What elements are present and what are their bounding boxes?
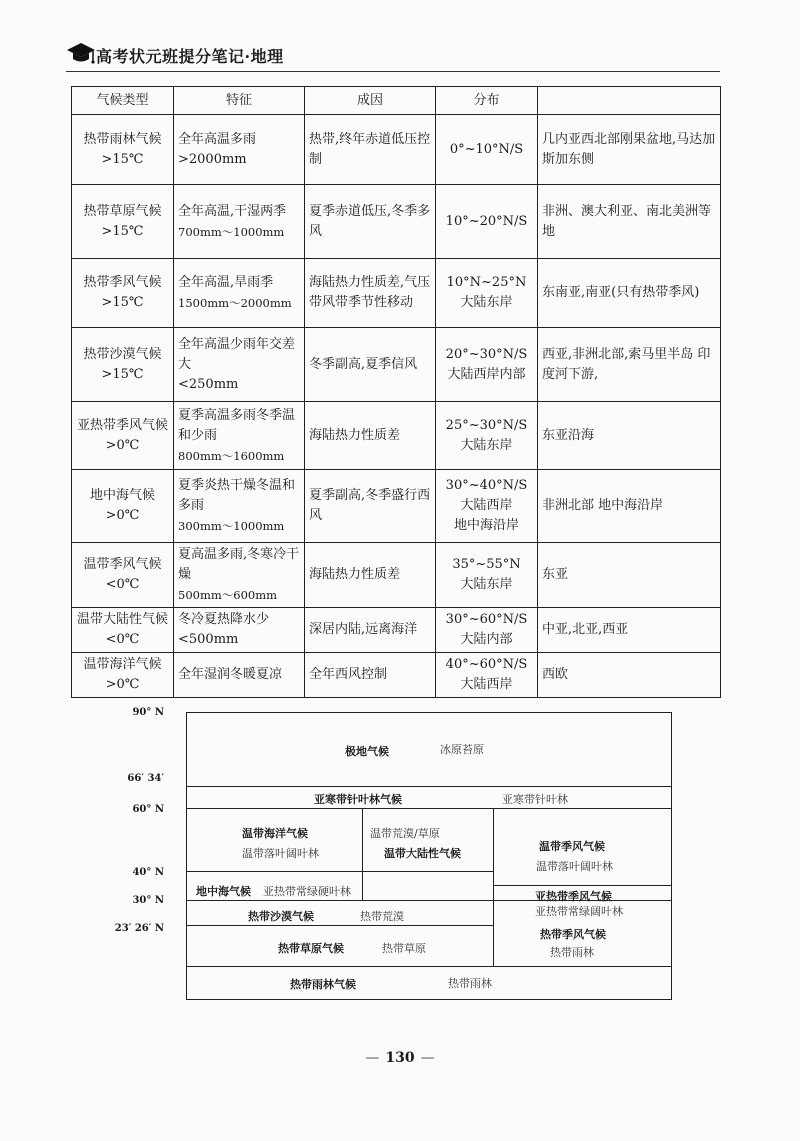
region-cell: 中亚,北亚,西亚 [538, 608, 721, 653]
zone-vegetation-label: 热带雨林 [448, 977, 492, 990]
climate-type-cell: 热带沙漠气候 >15℃ [72, 328, 174, 402]
climate-zone-diagram [0, 707, 800, 1007]
zone-climate-label: 热带季风气候 [540, 928, 606, 941]
cause-cell: 海陆热力性质差,气压带风带季节性移动 [305, 259, 436, 328]
region-cell: 东南亚,南亚(只有热带季风) [538, 259, 721, 328]
distribution-cell: 0°~10°N/S [436, 115, 538, 185]
table-header-row [72, 87, 721, 115]
latitude-label: 30° N [132, 895, 164, 906]
region-cell: 东亚 [538, 543, 721, 608]
climate-table [71, 86, 721, 698]
climate-type-cell: 热带雨林气候 >15℃ [72, 115, 174, 185]
distribution-cell: 30°~40°N/S 大陆西岸 地中海沿岸 [436, 470, 538, 543]
zone-climate-label: 温带海洋气候 [242, 827, 308, 840]
page-number: 130 [385, 1050, 415, 1066]
feature-cell: 全年高温多雨 >2000mm [174, 115, 305, 185]
distribution-cell: 10°N~25°N 大陆东岸 [436, 259, 538, 328]
feature-cell: 全年高温,干湿两季 700mm～1000mm [174, 185, 305, 259]
feature-cell: 全年高温,旱雨季 1500mm～2000mm [174, 259, 305, 328]
zone-climate-label: 地中海气候 [196, 885, 251, 898]
distribution-cell: 40°~60°N/S 大陆西岸 [436, 653, 538, 698]
feature-cell: 夏季高温多雨冬季温和少雨 800mm～1600mm [174, 402, 305, 470]
zone-vegetation-label: 热带草原 [382, 942, 426, 955]
zone-climate-label: 亚寒带针叶林气候 [314, 793, 402, 806]
footer-dash: — [420, 1050, 435, 1066]
table-row [72, 543, 721, 608]
feature-cell: 夏高温多雨,冬寒冷干燥 500mm～600mm [174, 543, 305, 608]
feature-cell: 全年湿润冬暖夏凉 [174, 653, 305, 698]
latitude-divider [493, 885, 672, 886]
table-row [72, 115, 721, 185]
table-row [72, 185, 721, 259]
distribution-cell: 20°~30°N/S 大陆西岸内部 [436, 328, 538, 402]
table-row [72, 328, 721, 402]
feature-cell: 夏季炎热干燥冬温和多雨 300mm～1000mm [174, 470, 305, 543]
region-cell: 非洲北部 地中海沿岸 [538, 470, 721, 543]
latitude-divider [186, 925, 493, 926]
zone-climate-label: 极地气候 [345, 745, 389, 758]
zone-vegetation-label: 热带荒漠 [360, 910, 404, 923]
table-row [72, 608, 721, 653]
table-row [72, 653, 721, 698]
climate-type-cell: 温带海洋气候 >0℃ [72, 653, 174, 698]
zone-climate-label: 亚热带季风气候 [535, 890, 612, 903]
zone-climate-label: 热带草原气候 [278, 942, 344, 955]
climate-type-cell: 温带季风气候 <0℃ [72, 543, 174, 608]
table-row [72, 259, 721, 328]
zone-vegetation-label: 温带荒漠/草原 [370, 827, 440, 840]
latitude-label: 66′ 34′ [127, 773, 164, 784]
cause-cell: 热带,终年赤道低压控制 [305, 115, 436, 185]
latitude-label: 60° N [132, 804, 164, 815]
cause-cell: 海陆热力性质差 [305, 543, 436, 608]
region-cell: 东亚沿海 [538, 402, 721, 470]
page-header [66, 34, 720, 74]
cause-cell: 夏季副高,冬季盛行西风 [305, 470, 436, 543]
zone-vegetation-label: 亚热带常绿阔叶林 [535, 905, 623, 918]
feature-cell: 冬冷夏热降水少 <500mm [174, 608, 305, 653]
zone-vegetation-label: 热带雨林 [550, 946, 594, 959]
zone-divider [493, 808, 494, 966]
region-cell: 几内亚西北部刚果盆地,马达加斯加东侧 [538, 115, 721, 185]
column-header: 分布 [436, 87, 538, 115]
cause-cell: 夏季赤道低压,冬季多风 [305, 185, 436, 259]
footer-dash: — [365, 1050, 380, 1066]
climate-type-cell: 温带大陆性气候 <0℃ [72, 608, 174, 653]
column-header [538, 87, 721, 115]
zone-vegetation-label: 温带落叶阔叶林 [536, 860, 613, 873]
latitude-divider [186, 808, 672, 809]
column-header: 成因 [305, 87, 436, 115]
cause-cell: 冬季副高,夏季信风 [305, 328, 436, 402]
region-cell: 西亚,非洲北部,索马里半岛 印度河下游, [538, 328, 721, 402]
zone-climate-label: 热带雨林气候 [290, 978, 356, 991]
latitude-label: 90° N [132, 707, 164, 718]
feature-cell: 全年高温少雨年交差大 <250mm [174, 328, 305, 402]
latitude-divider [186, 871, 493, 872]
table-row [72, 402, 721, 470]
latitude-label: 40° N [132, 867, 164, 878]
graduation-cap-icon [66, 40, 96, 66]
region-cell: 非洲、澳大利亚、南北美洲等地 [538, 185, 721, 259]
distribution-cell: 35°~55°N 大陆东岸 [436, 543, 538, 608]
climate-type-cell: 亚热带季风气候 >0℃ [72, 402, 174, 470]
climate-type-cell: 热带草原气候 >15℃ [72, 185, 174, 259]
zone-climate-label: 温带大陆性气候 [384, 847, 461, 860]
distribution-cell: 25°~30°N/S 大陆东岸 [436, 402, 538, 470]
zone-vegetation-label: 亚寒带针叶林 [502, 793, 568, 806]
zone-vegetation-label: 亚热带常绿硬叶林 [263, 885, 351, 898]
page-footer [0, 1050, 800, 1066]
zone-climate-label: 热带沙漠气候 [248, 910, 314, 923]
zone-divider [362, 808, 363, 900]
region-cell: 西欧 [538, 653, 721, 698]
column-header: 特征 [174, 87, 305, 115]
zone-vegetation-label: 冰原苔原 [440, 743, 484, 756]
cause-cell: 深居内陆,远离海洋 [305, 608, 436, 653]
climate-type-cell: 热带季风气候 >15℃ [72, 259, 174, 328]
latitude-divider [186, 786, 672, 787]
cause-cell: 全年西风控制 [305, 653, 436, 698]
header-divider [66, 71, 720, 72]
book-title: 高考状元班提分笔记·地理 [96, 47, 284, 66]
climate-type-cell: 地中海气候 >0℃ [72, 470, 174, 543]
column-header: 气候类型 [72, 87, 174, 115]
latitude-label: 23′ 26′ N [114, 923, 164, 934]
latitude-divider [186, 966, 672, 967]
distribution-cell: 10°~20°N/S [436, 185, 538, 259]
cause-cell: 海陆热力性质差 [305, 402, 436, 470]
table-row [72, 470, 721, 543]
zone-climate-label: 温带季风气候 [539, 840, 605, 853]
distribution-cell: 30°~60°N/S 大陆内部 [436, 608, 538, 653]
zone-vegetation-label: 温带落叶阔叶林 [242, 847, 319, 860]
